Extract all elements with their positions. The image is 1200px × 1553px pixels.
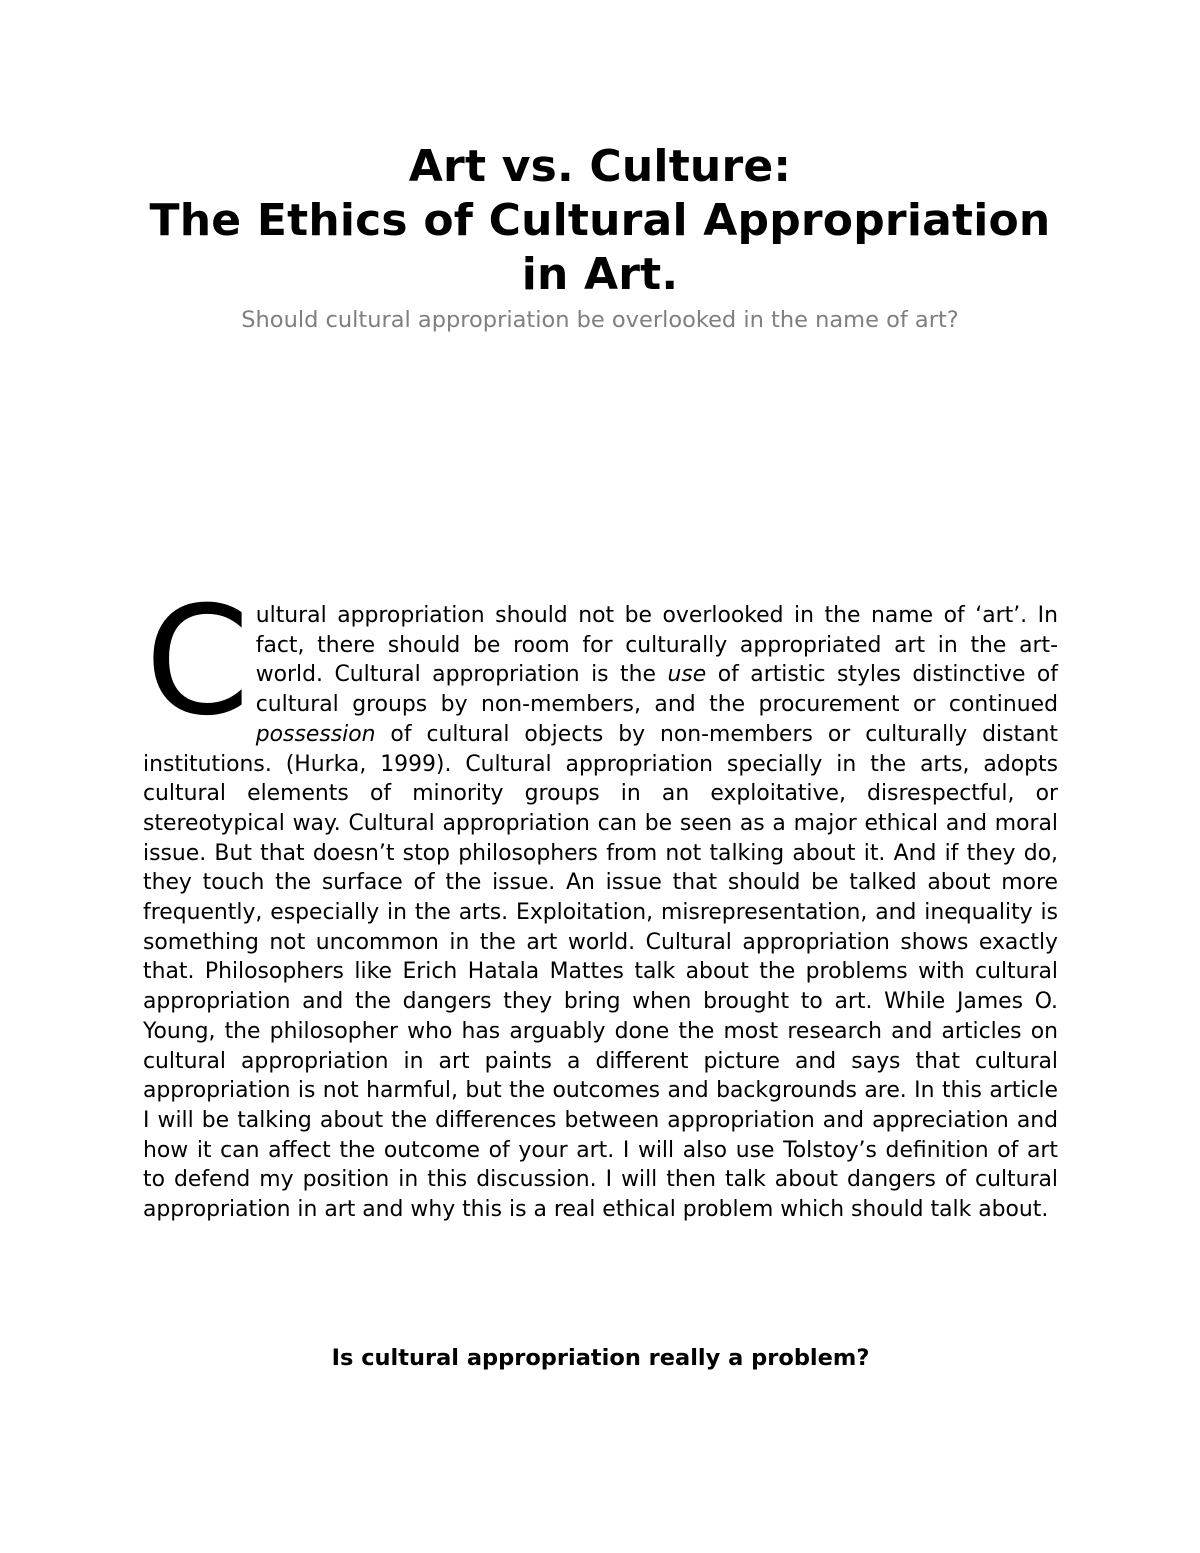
drop-cap-letter: C [145, 575, 250, 749]
intro-paragraph [143, 575, 1059, 1225]
document-title-line-3: in Art. [521, 249, 679, 300]
intro-emphasis-possession: possession [255, 721, 376, 747]
intro-text-part-3: of cultural objects by non-members or culturally distant institutions. (Hurka, 1999). Cultural appropriation specially in the arts, adopts cultural elements of minority groups in an exploitative, disrespectful, or stereotypical way. Cultural appropriation can be seen as a major ethical and moral issue. But that doesn’t stop philosophers from not talking about it. And if they do, they touch the surface of the issue. An issue that should be talked about more frequently, especially in the arts. Exploitation, misrepresentation, and inequality is something not uncommon in the art world. Cultural appropriation shows exactly that. Philosophers like Erich Hatala Mattes talk about the problems with cultural appropriation and the dangers they bring when brought to art. While James O. Young, the philosopher who has arguably done the most research and articles on cultural appropriation in art paints a different picture and says that cultural appropriation is not harmful, but the outcomes and backgrounds are. In this article I will be talking about the differences between appropriation and appreciation and how it can affect the outcome of your art. I will also use Tolstoy’s definition of art to defend my position in this discussion. I will then talk about dangers of cultural appropriation in art and why this is a real ethical problem which should talk about. [143, 721, 1058, 1223]
title-block [100, 140, 1100, 334]
intro-text-part-1: ultural appropriation should not be overlooked in the name of ‘art’. In fact, there should be room for culturally appropriated art in the art-world. Cultural appropriation is the [255, 603, 1058, 688]
intro-emphasis-use: use [667, 662, 707, 688]
intro-text-part-2: of artistic styles distinctive of cultural groups by non-members, and the procurement or continued [255, 662, 1059, 718]
document-title-line-2: The Ethics of Cultural Appropriation [149, 195, 1051, 246]
section-heading: Is cultural appropriation really a problem? [331, 1345, 870, 1371]
document-subtitle: Should cultural appropriation be overlooked in the name of art? [241, 307, 959, 333]
document-title-line-1: Art vs. Culture: [408, 141, 792, 192]
